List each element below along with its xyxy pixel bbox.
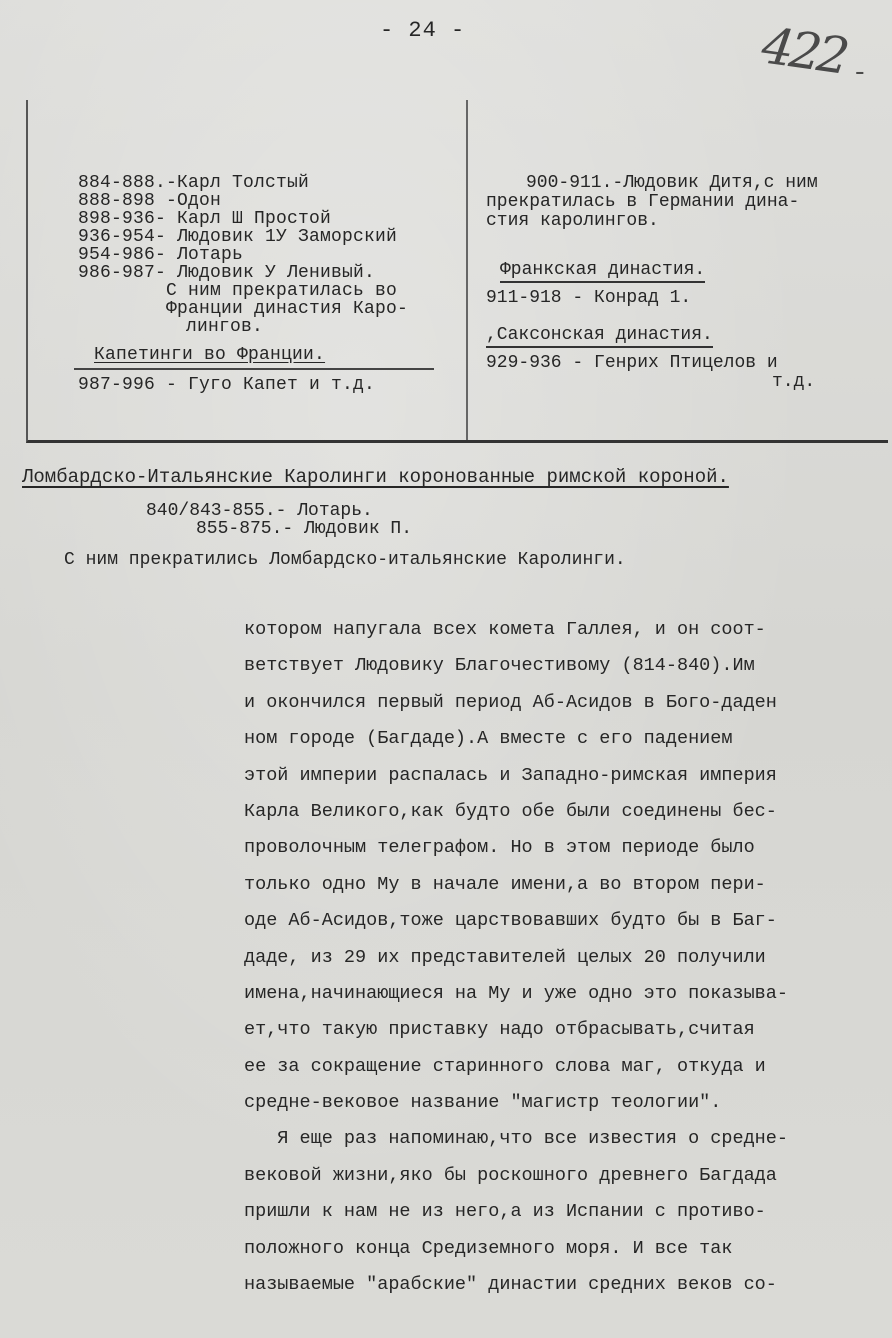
ruler-line: 888-898 -Одон	[78, 191, 222, 211]
note-line: С ним прекратилась во	[166, 281, 398, 301]
body-line: ет,что такую приставку надо отбрасывать,считая	[244, 1019, 755, 1041]
archive-mark: 422	[758, 16, 850, 86]
body-line: ее за сокращение старинного слова маг, откуда и	[244, 1055, 766, 1077]
saxon-entry-cont: т.д.	[772, 372, 816, 392]
note-line: лингов.	[186, 317, 264, 337]
lombard-line: 840/843-855.- Лотарь.	[146, 501, 373, 521]
body-line: имена,начинающиеся на Му и уже одно это показыва-	[244, 982, 788, 1004]
body-text	[244, 612, 890, 1303]
franconian-entry: 911-918 - Конрад 1.	[486, 288, 692, 308]
body-line: вековой жизни,яко бы роскошного древнего Багдада	[244, 1164, 777, 1186]
body-line: этой империи распалась и Западно-римская империя	[244, 764, 777, 786]
note-line: Франции династия Каро-	[166, 299, 409, 319]
ruler-line: 936-954- Людовик 1У Заморский	[78, 227, 398, 247]
ruler-line: 986-987- Людовик У Ленивый.	[78, 263, 376, 283]
body-line: только одно Му в начале имени,а во втором пери-	[244, 873, 766, 895]
ruler-line: 954-986- Лотарь	[78, 245, 244, 265]
entry-line: прекратилась в Германии дина-	[486, 192, 800, 212]
lombard-line: 855-875.- Людовик П.	[196, 519, 413, 539]
lombard-rulers	[146, 502, 412, 538]
body-line: проволочным телеграфом. Но в этом периоде было	[244, 837, 755, 859]
lombard-heading: Ломбардско-Итальянские Каролинги коронованные римской короной.	[22, 466, 729, 488]
archive-dash: -	[852, 58, 868, 88]
body-line: пришли к нам не из него,а из Испании с противо-	[244, 1201, 766, 1223]
entry-line: 900-911.-Людовик Дитя,с ним	[526, 173, 818, 193]
left-column	[78, 174, 468, 394]
body-line: даде, из 29 их представителей целых 20 получили	[244, 946, 766, 968]
body-line: и окончился первый период Аб-Асидов в Бого-даден	[244, 691, 777, 713]
lombard-ending: С ним прекратились Ломбардско-итальянские Каролинги.	[64, 550, 626, 570]
body-line: средне-вековое название "магистр теологии".	[244, 1092, 722, 1114]
page-number: - 24 -	[380, 18, 466, 43]
saxon-heading: ,Саксонская династия.	[486, 326, 713, 348]
ruler-line: 884-888.-Карл Толстый	[78, 173, 310, 193]
body-line: оде Аб-Асидов,тоже царствовавших будто бы в Баг-	[244, 910, 777, 932]
saxon-entry: 929-936 - Генрих Птицелов и	[486, 353, 778, 373]
franconian-heading: Франкская династия.	[500, 261, 705, 283]
capetians-heading: Капетинги во Франции.	[94, 345, 326, 365]
body-line: Карла Великого,как будто обе были соединены бес-	[244, 800, 777, 822]
body-line: называемые "арабские" династии средних веков со-	[244, 1274, 777, 1296]
body-line: ном городе (Багдаде).А вместе с его падением	[244, 728, 733, 750]
body-line: положного конца Средиземного моря. И все так	[244, 1237, 733, 1259]
right-column	[486, 174, 886, 392]
entry-line: стия каролингов.	[486, 211, 659, 231]
body-line: котором напугала всех комета Галлея, и он соот-	[244, 619, 766, 640]
body-line: ветствует Людовику Благочестивому (814-840).Им	[244, 655, 755, 677]
ruler-line: 898-936- Карл Ш Простой	[78, 209, 332, 229]
body-line: Я еще раз напоминаю,что все известия о средне-	[244, 1128, 788, 1150]
heading-rule	[74, 368, 434, 370]
capetians-entry: 987-996 - Гуго Капет и т.д.	[78, 375, 376, 395]
